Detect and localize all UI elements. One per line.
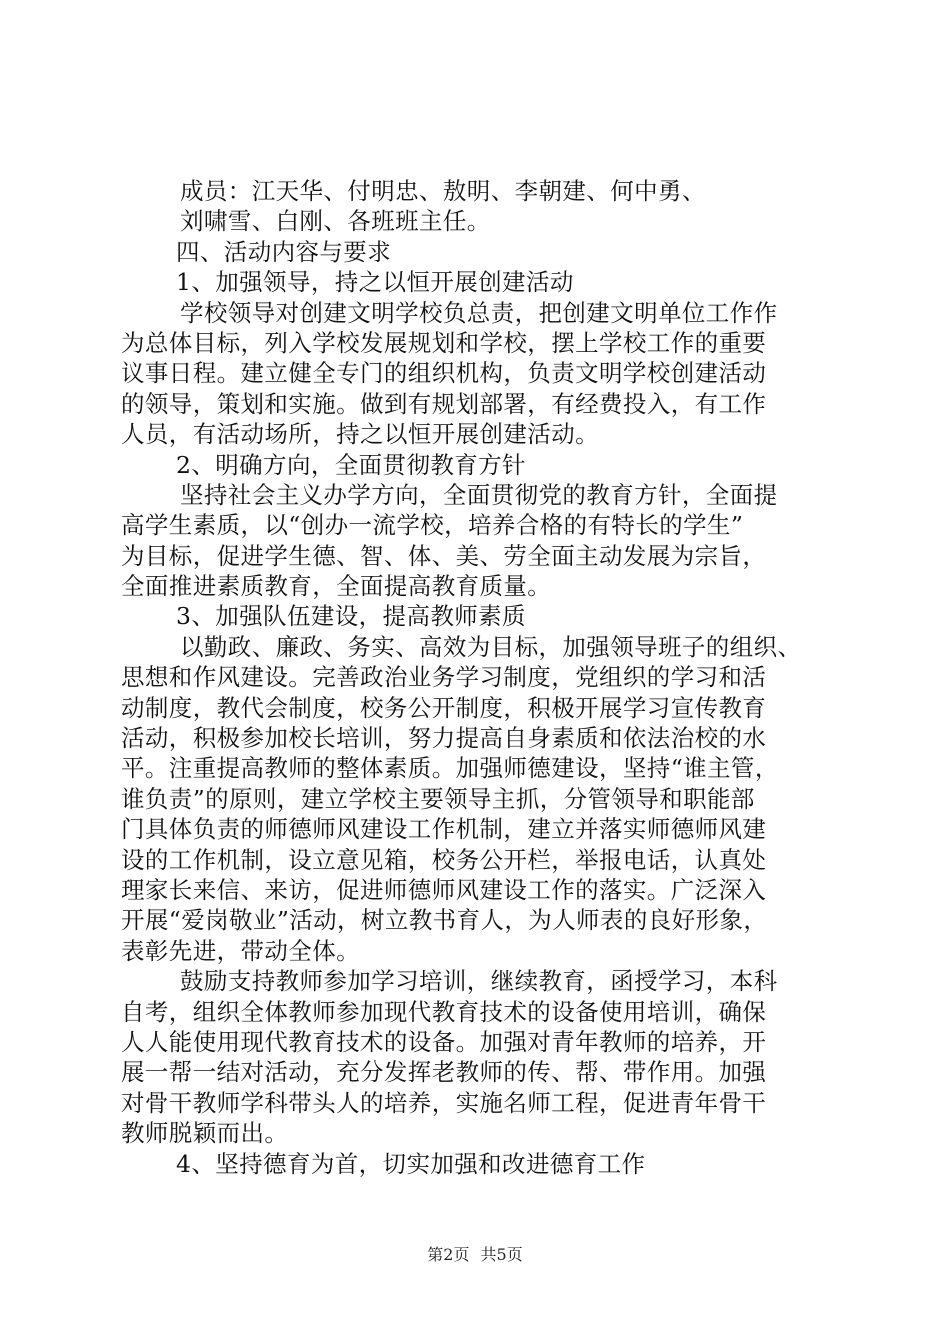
page-number: 第2页 (427, 1245, 470, 1264)
paragraph-line: 表彰先进，带动全体。 (121, 936, 360, 965)
section-heading: 四、活动内容与要求 (176, 237, 392, 266)
paragraph-line: 成员：江天华、付明忠、敖明、李朝建、何中勇、 (180, 177, 706, 205)
paragraph-line: 以勤政、廉政、务实、高效为目标，加强领导班子的组织、 (180, 632, 802, 661)
paragraph-line: 谁负责”的原则，建立学校主要领导主抓，分管领导和职能部 (121, 784, 755, 813)
paragraph-line: 的领导，策划和实施。做到有规划部署，有经费投入，有工作 (121, 389, 767, 418)
paragraph-line: 人员，有活动场所，持之以恒开展创建活动。 (121, 420, 599, 449)
subsection-heading: 4、坚持德育为首，切实加强和改进德育工作 (176, 1149, 646, 1178)
paragraph-line: 人人能使用现代教育技术的设备。加强对青年教师的培养，开 (121, 1027, 767, 1056)
paragraph-line: 为目标，促进学生德、智、体、美、劳全面主动发展为宗旨， (121, 541, 767, 570)
paragraph-line: 动制度，教代会制度，校务公开制度，积极开展学习宣传教育 (121, 693, 767, 722)
paragraph-line: 议事日程。建立健全专门的组织机构，负责文明学校创建活动 (121, 359, 767, 388)
paragraph-line: 鼓励支持教师参加学习培训，继续教育，函授学习，本科 (180, 967, 778, 996)
page-total: 共5页 (480, 1245, 523, 1264)
paragraph-line: 全面推进素质教育，全面提高教育质量。 (121, 572, 552, 601)
paragraph-line: 学校领导对创建文明学校负总责，把创建文明单位工作作 (180, 298, 778, 327)
page-footer (0, 1242, 950, 1265)
paragraph-line: 对骨干教师学科带头人的培养，实施名师工程，促进青年骨干 (121, 1088, 767, 1117)
paragraph-line: 自考，组织全体教师参加现代教育技术的设备使用培训，确保 (121, 997, 767, 1026)
subsection-heading: 1、加强领导，持之以恒开展创建活动 (176, 268, 574, 297)
paragraph-line: 开展“爱岗敬业”活动，树立教书育人，为人师表的良好形象， (121, 906, 768, 935)
subsection-heading: 3、加强队伍建设，提高教师素质 (176, 602, 526, 631)
paragraph-line: 刘啸雪、白刚、各班班主任。 (180, 207, 491, 236)
paragraph-line: 展一帮一结对活动，充分发挥老教师的传、帮、带作用。加强 (121, 1058, 767, 1087)
paragraph-line: 教师脱颖而出。 (121, 1119, 289, 1148)
paragraph-line: 平。注重提高教师的整体素质。加强师德建设，坚持“谁主管， (121, 754, 779, 783)
paragraph-line: 思想和作风建设。完善政治业务学习制度，党组织的学习和活 (121, 663, 767, 692)
subsection-heading: 2、明确方向，全面贯彻教育方针 (176, 450, 526, 479)
paragraph-line: 为总体目标，列入学校发展规划和学校，摆上学校工作的重要 (121, 328, 767, 357)
paragraph-line: 门具体负责的师德师风建设工作机制，建立并落实师德师风建 (121, 815, 767, 844)
paragraph-line: 高学生素质，以“创办一流学校，培养合格的有特长的学生” (121, 511, 744, 540)
document-body (121, 176, 841, 1179)
paragraph-line: 设的工作机制，设立意见箱，校务公开栏，举报电话，认真处 (121, 845, 767, 874)
paragraph-line: 坚持社会主义办学方向，全面贯彻党的教育方针，全面提 (180, 480, 778, 509)
paragraph-line: 理家长来信、来访，促进师德师风建设工作的落实。广泛深入 (121, 875, 767, 904)
paragraph-line: 活动，积极参加校长培训，努力提高自身素质和依法治校的水 (121, 724, 767, 753)
